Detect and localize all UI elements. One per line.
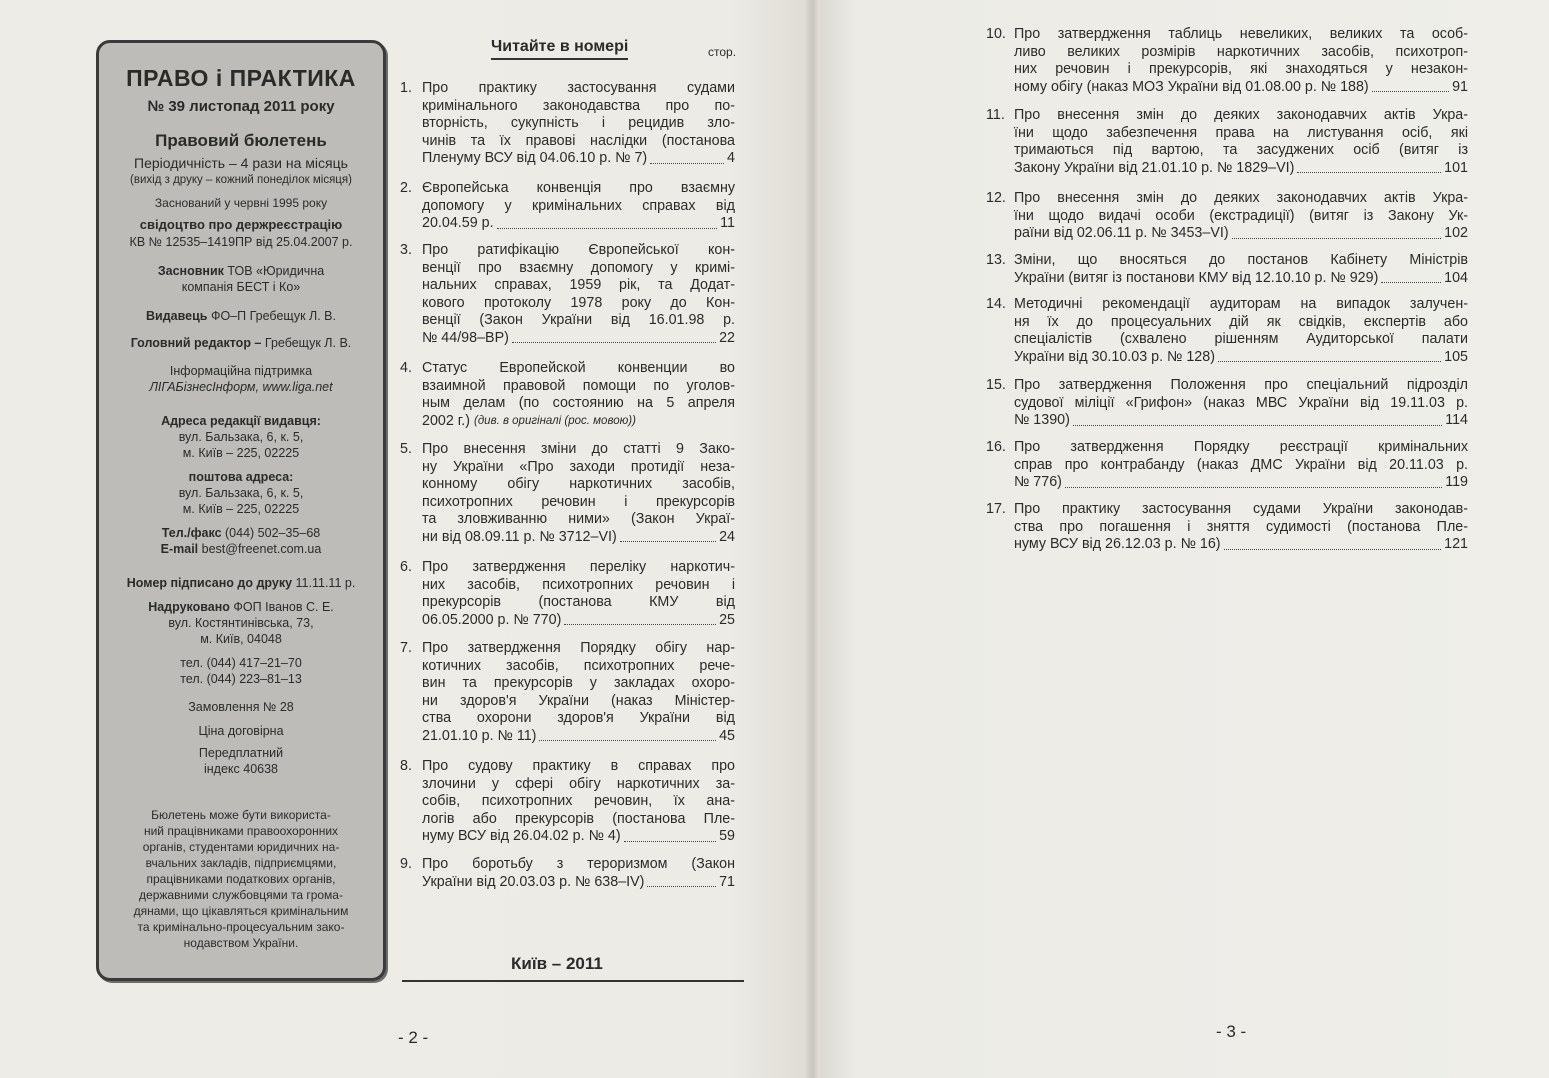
toc-item-line-text: Про внесення змін до деяких законодавчих актів Укра- bbox=[1014, 190, 1468, 206]
toc-item-text bbox=[1014, 296, 1468, 366]
postal-label: поштова адреса: bbox=[188, 470, 294, 484]
city-year: Київ – 2011 bbox=[511, 954, 603, 973]
founder-value-2: компанія БЕСТ і Ко» bbox=[181, 280, 301, 294]
toc-item-line-text: Закону України від 21.01.10 р. № 1829–VI) bbox=[1014, 159, 1295, 176]
toc-leader-dots bbox=[539, 728, 716, 742]
toc-item bbox=[986, 252, 1468, 287]
toc-item-line-text: ному обігу (наказ МОЗ України від 01.08.00 р. № 188) bbox=[1014, 78, 1369, 95]
editor-block bbox=[105, 335, 377, 351]
toc-item-page: 104 bbox=[1444, 269, 1468, 286]
registration-certificate-label: свідоцтво про держреєстрацію bbox=[139, 217, 343, 232]
toc-item-text bbox=[1014, 377, 1468, 430]
publication-title: ПРАВО і ПРАКТИКА bbox=[126, 65, 356, 91]
notice-line: вчальних закладів, підприємцями, bbox=[145, 856, 337, 870]
toc-item-line bbox=[422, 874, 735, 892]
address-label: Адреса редакції видавця: bbox=[161, 414, 321, 428]
toc-item bbox=[400, 360, 735, 430]
toc-item bbox=[986, 296, 1468, 366]
toc-item bbox=[400, 856, 735, 891]
toc-item-line bbox=[1014, 270, 1468, 288]
publisher-label: Видавець bbox=[146, 309, 208, 323]
toc-item-line bbox=[422, 413, 735, 431]
toc-item-page: 102 bbox=[1444, 225, 1468, 241]
toc-item-text bbox=[1014, 439, 1468, 492]
toc-item-number: 5. bbox=[400, 441, 412, 457]
toc-item bbox=[400, 80, 735, 168]
release-schedule: (вихід з друку – кожний понеділок місяця) bbox=[130, 174, 352, 186]
notice-line: Бюлетень може бути використа- bbox=[151, 808, 331, 822]
toc-item-line-text: 21.01.10 р. № 11) bbox=[422, 727, 537, 744]
toc-item-number: 12. bbox=[986, 190, 1006, 206]
toc-leader-dots bbox=[564, 612, 716, 626]
toc-item-line-text: вторність, сукупність і рецидив зло- bbox=[422, 115, 735, 131]
notice-line: працівниками податкових органів, bbox=[146, 872, 336, 886]
subscription-2: індекс 40638 bbox=[203, 762, 279, 776]
printer-tel-2: тел. (044) 223–81–13 bbox=[180, 672, 302, 686]
toc-item-line-text: 20.04.59 р. bbox=[422, 215, 494, 231]
toc-item-line-text: Методичні рекомендації аудиторам на випадок залучен- bbox=[1014, 296, 1468, 312]
toc-item-number: 4. bbox=[400, 360, 412, 376]
registration-certificate-value: КВ № 12535–1419ПР від 25.04.2007 р. bbox=[129, 235, 353, 249]
printer-tel-1: тел. (044) 417–21–70 bbox=[180, 656, 302, 670]
toc-leader-dots bbox=[1381, 270, 1441, 284]
toc-item-page: 45 bbox=[719, 727, 735, 744]
toc-item-line-text: психотропних речовин і прекурсорів bbox=[422, 493, 735, 510]
toc-item-line-text: їни щодо забезпечення права на листування осіб, які bbox=[1014, 124, 1468, 141]
price: Ціна договірна bbox=[198, 724, 284, 738]
toc-item-line-text: Про затвердження Порядку реєстрації кримінальних bbox=[1014, 439, 1468, 455]
toc-item bbox=[400, 559, 735, 629]
toc-item-line-text: ни від 08.09.11 р. № 3712–VI) bbox=[422, 528, 617, 545]
toc-item bbox=[986, 107, 1468, 177]
toc-page-column-label: стор. bbox=[708, 45, 737, 59]
toc-item-line-text: Європейська конвенція про взаємну bbox=[422, 180, 735, 196]
toc-item-line bbox=[1014, 79, 1468, 97]
toc-item-page: 119 bbox=[1445, 474, 1468, 490]
toc-leader-dots bbox=[647, 874, 716, 888]
toc-leader-dots bbox=[1218, 349, 1441, 363]
toc-item-line-text: венції (Закон України від 16.01.98 р. bbox=[422, 312, 735, 328]
toc-item-line-text: них засобів, психотропних речовин і bbox=[422, 576, 735, 593]
toc-item-line-text: Про практику застосування судами України законодав- bbox=[1014, 501, 1468, 517]
toc-item-number: 9. bbox=[400, 856, 412, 872]
toc-item-line-text: чинів та їх правові наслідки (постанова bbox=[422, 132, 735, 149]
toc-item-line-text: взаимной правовой помощи по уголов- bbox=[422, 377, 735, 394]
toc-item-line-text: № 44/98–ВР) bbox=[422, 329, 509, 346]
signed-value: 11.11.11 р. bbox=[295, 576, 356, 590]
toc-item-line-text: спеціалістів (схвалено рішенням Аудиторської палати bbox=[1014, 331, 1468, 347]
toc-item-line-text: ни здоров'я України (наказ Міністер- bbox=[422, 692, 735, 709]
toc-item-line-text: Про внесення змін до деяких законодавчих актів Укра- bbox=[1014, 107, 1468, 123]
toc-item-number: 14. bbox=[986, 296, 1006, 312]
toc-item-page: 22 bbox=[719, 329, 735, 346]
publisher-block bbox=[105, 308, 377, 324]
toc-item-line-text: ну України «Про заходи протидії неза- bbox=[422, 458, 735, 475]
toc-item-number: 3. bbox=[400, 242, 412, 258]
toc-item-page: 11 bbox=[720, 215, 735, 231]
info-support-2: ЛІГАБізнесІнформ, www.liga.net bbox=[149, 380, 333, 394]
toc-item bbox=[400, 242, 735, 347]
toc-item-line-text: України від 30.10.03 р. № 128) bbox=[1014, 348, 1215, 365]
toc-item-line bbox=[1014, 160, 1468, 178]
toc-item-line-text: вин та прекурсорів у закладах охоро- bbox=[422, 675, 735, 691]
toc-item bbox=[986, 26, 1468, 96]
page-fold bbox=[806, 0, 820, 1078]
founder-block bbox=[105, 263, 377, 295]
signed-block bbox=[105, 575, 377, 591]
toc-item-line bbox=[1014, 412, 1468, 430]
toc-item bbox=[986, 501, 1468, 554]
contact-block bbox=[105, 525, 377, 557]
toc-item-line-text: кримінального законодавства про по- bbox=[422, 97, 735, 114]
toc-item-line bbox=[422, 612, 735, 630]
toc-item-text bbox=[422, 441, 735, 546]
toc-item-line-text: Про затвердження Порядку обігу нар- bbox=[422, 640, 735, 656]
toc-item-line-text: прекурсорів (постанова КМУ від bbox=[422, 594, 735, 610]
toc-item-line-text: логів або прекурсорів (постанова Пле- bbox=[422, 810, 735, 827]
toc-heading: Читайте в номері bbox=[491, 38, 628, 60]
info-support-block bbox=[105, 363, 377, 395]
toc-item-line-text: злочини у сфері обігу наркотичних за- bbox=[422, 775, 735, 792]
toc-item-page: 121 bbox=[1444, 536, 1468, 552]
toc-item-line-text: Про судову практику в справах про bbox=[422, 758, 735, 774]
toc-leader-dots bbox=[512, 330, 716, 344]
toc-item-number: 16. bbox=[986, 439, 1006, 455]
toc-item-line-text: 06.05.2000 р. № 770) bbox=[422, 611, 562, 628]
toc-leader-dots bbox=[1224, 536, 1442, 550]
toc-item-line-text: справ про контрабанду (наказ ДМС України від 20.11.03 р. bbox=[1014, 456, 1468, 473]
editor-label: Головний редактор – bbox=[130, 336, 262, 350]
printer-address-2: м. Київ, 04048 bbox=[200, 632, 282, 646]
toc-item-line-text: ня їх до процесуальних дій як свідків, експертів або bbox=[1014, 313, 1468, 330]
toc-leader-dots bbox=[650, 150, 724, 164]
publisher-value: ФО–П Гребещук Л. В. bbox=[210, 309, 336, 323]
notice-line: нодавством України. bbox=[183, 936, 299, 950]
toc-leader-dots bbox=[497, 215, 718, 229]
toc-item-page: 25 bbox=[719, 611, 735, 628]
email-label: E-mail bbox=[160, 542, 199, 556]
toc-leader-dots bbox=[1065, 474, 1442, 488]
toc-leader-dots bbox=[1372, 79, 1449, 93]
toc-item-text bbox=[422, 360, 735, 430]
toc-item-line-text: котичних засобів, психотропних рече- bbox=[422, 657, 735, 674]
printed-value: ФОП Іванов С. Е. bbox=[233, 600, 334, 614]
subscription-index bbox=[105, 745, 377, 777]
toc-item-line bbox=[1014, 225, 1468, 243]
toc-item-line bbox=[422, 828, 735, 846]
toc-item-line-text: нуму ВСУ від 26.12.03 р. № 16) bbox=[1014, 536, 1221, 552]
usage-notice bbox=[113, 807, 369, 951]
toc-item-number: 7. bbox=[400, 640, 412, 656]
toc-leader-dots bbox=[1073, 412, 1442, 426]
toc-item-page: 105 bbox=[1444, 348, 1468, 365]
toc-item bbox=[986, 377, 1468, 430]
info-support-1: Інформаційна підтримка bbox=[169, 364, 313, 378]
toc-item-line bbox=[422, 728, 735, 746]
postal-line-2: м. Київ – 225, 02225 bbox=[182, 502, 300, 516]
toc-item-line-text: тримаються під вартою, та засуджених осіб (витяг із bbox=[1014, 142, 1468, 158]
toc-item-number: 10. bbox=[986, 26, 1006, 42]
toc-item-number: 17. bbox=[986, 501, 1006, 517]
toc-item-line-text: Про внесення зміни до статті 9 Зако- bbox=[422, 441, 735, 457]
toc-item-page: 4 bbox=[727, 150, 735, 166]
toc-item bbox=[400, 640, 735, 745]
printer-address-1: вул. Костянтинівська, 73, bbox=[168, 616, 314, 630]
toc-item-line-text: собів, психотропних речовин, їх ана- bbox=[422, 793, 735, 809]
toc-item-line-text: ным делам (по состоянию на 5 апреля bbox=[422, 395, 735, 411]
toc-item-line-text: № 776) bbox=[1014, 474, 1062, 490]
page-number-left: - 2 - bbox=[398, 1028, 429, 1047]
toc-item bbox=[400, 180, 735, 233]
editorial-address-block bbox=[105, 413, 377, 461]
toc-item bbox=[400, 758, 735, 846]
toc-item-line-text: № 1390) bbox=[1014, 412, 1070, 428]
toc-item-text bbox=[422, 559, 735, 629]
postal-line-1: вул. Бальзака, 6, к. 5, bbox=[178, 486, 304, 500]
toc-item-number: 2. bbox=[400, 180, 412, 196]
toc-item-line-text: Про боротьбу з тероризмом (Закон bbox=[422, 856, 735, 872]
printed-label: Надруковано bbox=[148, 600, 230, 614]
toc-item-text bbox=[422, 758, 735, 846]
toc-item-note: (див. в оригіналі (рос. мовою)) bbox=[473, 414, 636, 427]
email-value: best@freenet.com.ua bbox=[201, 542, 322, 556]
toc-item-line-text: Про затвердження Положення про спеціальний підрозділ bbox=[1014, 377, 1468, 393]
toc-item-text bbox=[422, 180, 735, 233]
toc-item-line-text: кового протоколу 1978 року до Кон- bbox=[422, 294, 735, 311]
periodicity: Періодичність – 4 рази на місяць bbox=[134, 155, 348, 171]
toc-item-line bbox=[1014, 536, 1468, 554]
toc-item-line-text: венції про взаємну допомогу у кримі- bbox=[422, 259, 735, 276]
toc-item-page: 91 bbox=[1452, 78, 1468, 95]
toc-item-line-text: них речовин і прекурсорів, які знаходяться у незакон- bbox=[1014, 61, 1468, 77]
toc-item-number: 6. bbox=[400, 559, 412, 575]
toc-item-line-text: нуму ВСУ від 26.04.02 р. № 4) bbox=[422, 828, 621, 844]
notice-line: органів, студентами юридичних на- bbox=[142, 840, 340, 854]
address-line-1: вул. Бальзака, 6, к. 5, bbox=[178, 430, 304, 444]
subscription-1: Передплатний bbox=[198, 746, 284, 760]
founded-date: Заснований у червні 1995 року bbox=[154, 196, 328, 210]
toc-item-line-text: допомогу у кримінальних справах від bbox=[422, 197, 735, 214]
toc-item-number: 15. bbox=[986, 377, 1006, 393]
notice-line: та кримінально-процесуальним зако- bbox=[137, 920, 345, 934]
printer-block bbox=[105, 599, 377, 647]
toc-item-number: 13. bbox=[986, 252, 1006, 268]
postal-address-block bbox=[105, 469, 377, 517]
toc-item-text bbox=[1014, 252, 1468, 287]
toc-item-text bbox=[1014, 107, 1468, 177]
notice-line: ний працівниками правоохоронних bbox=[143, 824, 339, 838]
toc-item-line-text: Про затвердження таблиць невеликих, великих та особ- bbox=[1014, 26, 1468, 42]
toc-item-page: 24 bbox=[719, 528, 735, 545]
printer-phones bbox=[105, 655, 377, 687]
toc-item-page: 59 bbox=[719, 828, 735, 844]
toc-leader-dots bbox=[1297, 160, 1441, 174]
toc-item-line-text: конному обігу наркотичних засобів, bbox=[422, 476, 735, 492]
toc-item-line bbox=[422, 215, 735, 233]
phone-value: (044) 502–35–68 bbox=[225, 526, 321, 540]
toc-item bbox=[986, 439, 1468, 492]
toc-item-line bbox=[1014, 349, 1468, 367]
toc-item-line-text: нальних справах, 1959 рік, та Додат- bbox=[422, 277, 735, 293]
toc-item-line-text: судової міліції «Грифон» (наказ МВС України від 19.11.03 р. bbox=[1014, 394, 1468, 411]
toc-item-number: 11. bbox=[986, 107, 1005, 123]
footer-rule bbox=[402, 980, 744, 982]
toc-item-text bbox=[1014, 501, 1468, 554]
toc-item-line-text: України від 20.03.03 р. № 638–IV) bbox=[422, 873, 645, 890]
toc-item-line-text: Пленуму ВСУ від 04.06.10 р. № 7) bbox=[422, 150, 648, 166]
page-number-right: - 3 - bbox=[1216, 1022, 1247, 1041]
toc-item-line-text: ства охорони здоров'я України від bbox=[422, 710, 735, 726]
toc-item-text bbox=[422, 242, 735, 347]
editor-value: Гребещук Л. В. bbox=[264, 336, 352, 350]
notice-line: дянами, що цікавляться кримінальним bbox=[133, 904, 349, 918]
notice-line: державними службовцями та грома- bbox=[139, 888, 343, 902]
toc-item-line bbox=[1014, 474, 1468, 492]
toc-item-line-text: 2002 г.) bbox=[422, 412, 470, 429]
toc-item-line-text: їни щодо видачі особи (екстрадиції) (витяг із Закону Ук- bbox=[1014, 207, 1468, 224]
toc-item-text bbox=[1014, 190, 1468, 243]
toc-leader-dots bbox=[1232, 225, 1442, 239]
toc-item-line bbox=[422, 330, 735, 348]
toc-item-line-text: Про ратифікацію Європейської кон- bbox=[422, 242, 735, 258]
toc-item-line bbox=[422, 150, 735, 168]
toc-item-line-text: Про затвердження переліку наркотич- bbox=[422, 559, 735, 575]
founder-value-1: ТОВ «Юридична bbox=[227, 264, 325, 278]
toc-item-line-text: ства про погашення і зняття судимості (постанова Пле- bbox=[1014, 518, 1468, 535]
signed-label: Номер підписано до друку bbox=[126, 576, 293, 590]
masthead-box bbox=[96, 40, 386, 981]
toc-item-number: 1. bbox=[400, 80, 412, 96]
toc-item-page: 71 bbox=[719, 873, 735, 890]
bulletin-label: Правовий бюлетень bbox=[155, 131, 327, 150]
toc-item-text bbox=[1014, 26, 1468, 96]
toc-item-line bbox=[422, 529, 735, 547]
toc-item-text bbox=[422, 640, 735, 745]
toc-item-number: 8. bbox=[400, 758, 412, 774]
toc-item bbox=[986, 190, 1468, 243]
toc-item-line-text: ливо великих розмірів наркотичних засобів, психотроп- bbox=[1014, 43, 1468, 60]
issue-number: № 39 листопад 2011 року bbox=[147, 98, 335, 115]
toc-item-line-text: України (витяг із постанови КМУ від 12.10.10 р. № 929) bbox=[1014, 269, 1379, 286]
toc-item-line-text: раїни від 02.06.11 р. № 3453–VI) bbox=[1014, 225, 1229, 241]
toc-item-line-text: Зміни, що вносяться до постанов Кабінету Міністрів bbox=[1014, 252, 1468, 268]
founder-label: Засновник bbox=[157, 264, 224, 278]
address-line-2: м. Київ – 225, 02225 bbox=[182, 446, 300, 460]
toc-item-line-text: та зловживанню ними» (Закон Украї- bbox=[422, 511, 735, 527]
toc-leader-dots bbox=[620, 529, 716, 543]
toc-item-text bbox=[422, 80, 735, 168]
toc-leader-dots bbox=[624, 828, 717, 842]
toc-item bbox=[400, 441, 735, 546]
toc-item-line-text: Про практику застосування судами bbox=[422, 80, 735, 96]
toc-item-page: 101 bbox=[1444, 159, 1468, 176]
toc-item-text bbox=[422, 856, 735, 891]
phone-label: Тел./факс bbox=[161, 526, 222, 540]
order-number: Замовлення № 28 bbox=[188, 700, 294, 714]
toc-item-page: 114 bbox=[1445, 412, 1468, 428]
toc-item-line-text: Статус Европейской конвенции во bbox=[422, 360, 735, 376]
